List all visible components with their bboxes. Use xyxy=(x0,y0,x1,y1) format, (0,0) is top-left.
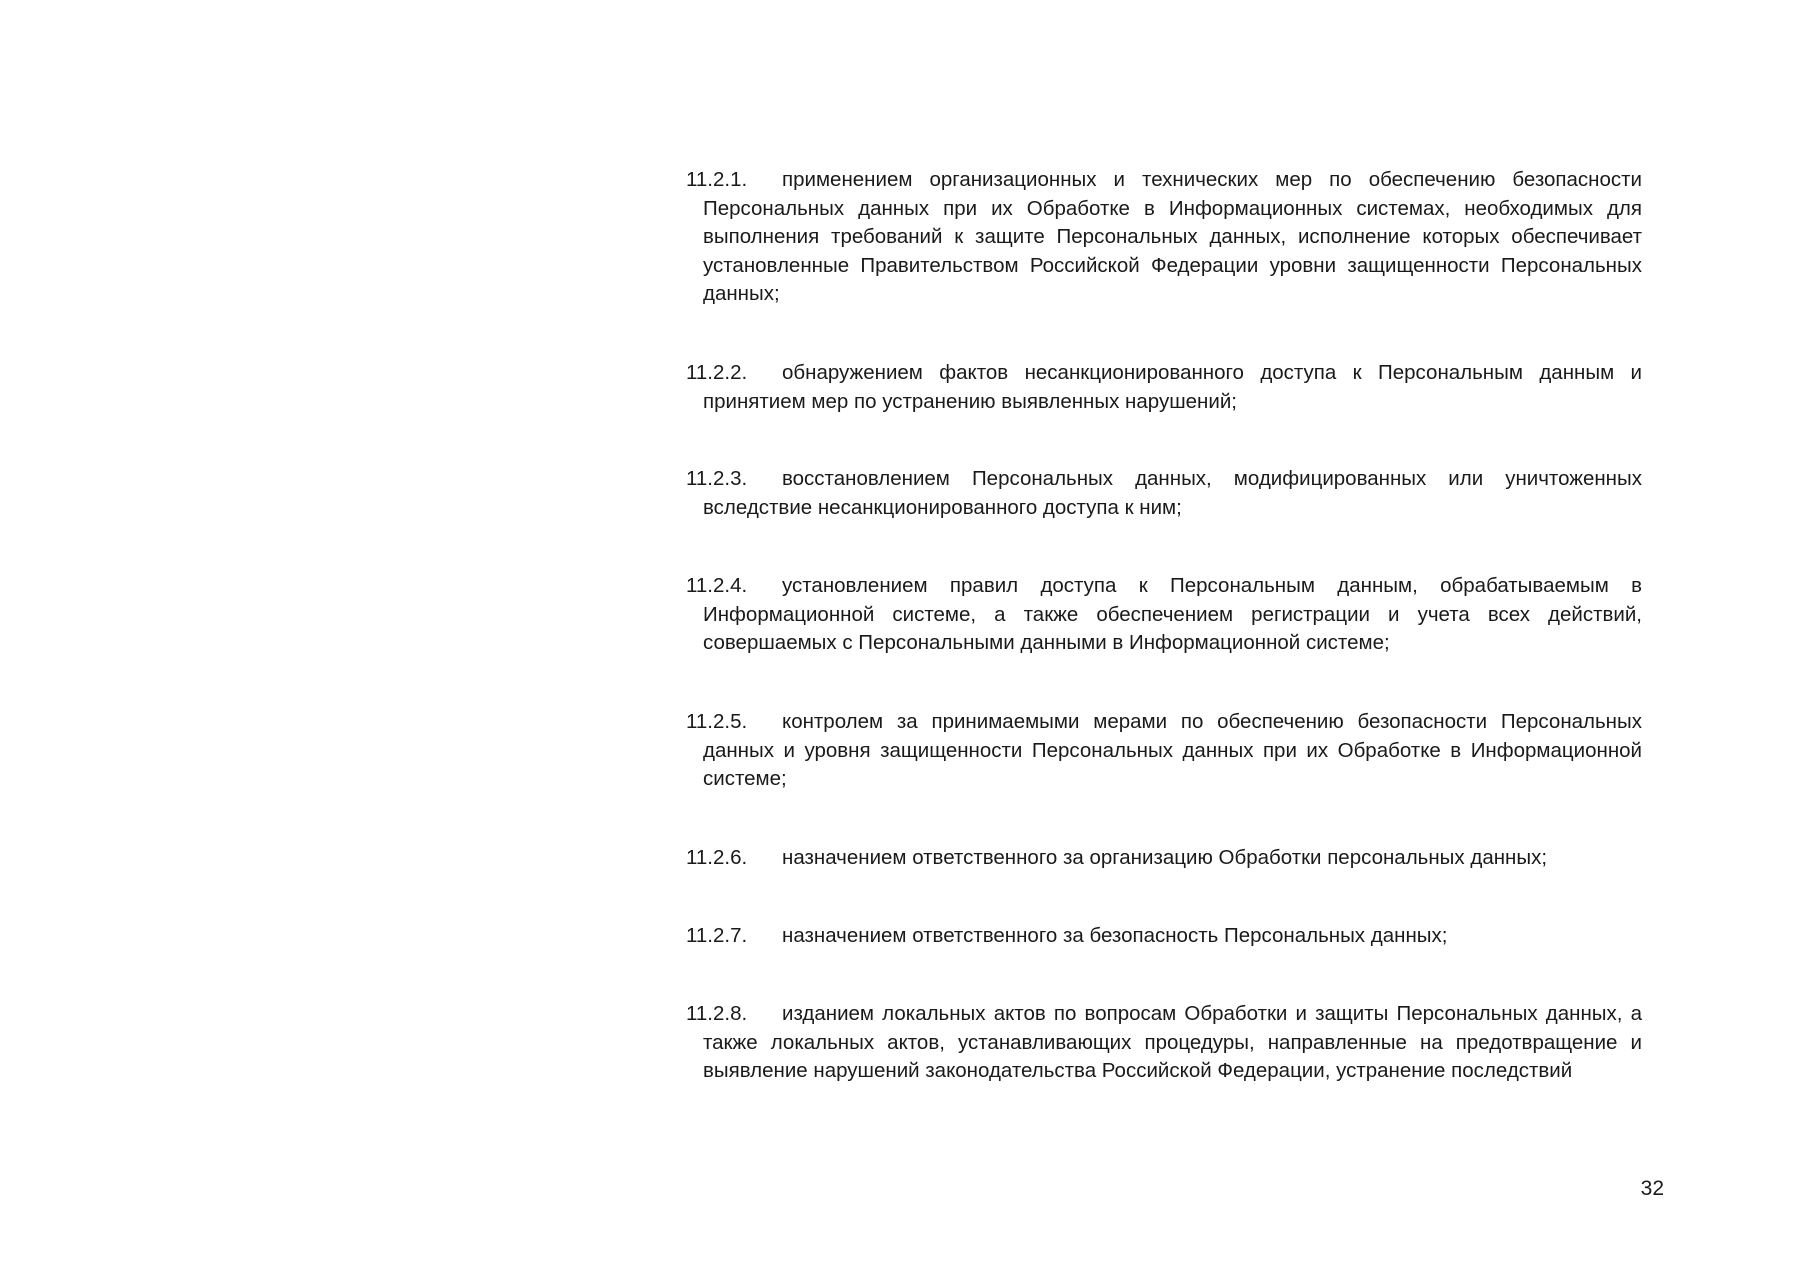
clause-11-2-8 xyxy=(686,1000,1642,1086)
clause-11-2-3 xyxy=(686,465,1642,522)
clause-11-2-1 xyxy=(686,166,1642,309)
clause-number: 11.2.1. xyxy=(686,168,748,191)
clause-11-2-7 xyxy=(686,922,1642,951)
clause-number: 11.2.6. xyxy=(686,846,748,869)
clause-number: 11.2.4. xyxy=(686,574,748,597)
clause-number: 11.2.7. xyxy=(686,924,748,947)
clause-text: применением организационных и технических мер по обеспечению безопасности Персональных данных при их Обработке в Информационных системах, необходимых для выполнения требований к защите Персональных данных, исполнение которых обеспечивает установленные Правительством Российской Федерации уровни защищенности Персональных данных; xyxy=(703,168,1642,305)
clause-11-2-4 xyxy=(686,572,1642,658)
clause-text: назначением ответственного за безопасность Персональных данных; xyxy=(782,924,1448,947)
clause-number: 11.2.5. xyxy=(686,710,748,733)
clause-11-2-2 xyxy=(686,359,1642,416)
clause-number: 11.2.3. xyxy=(686,467,748,490)
clause-11-2-6 xyxy=(686,844,1642,873)
clause-text: обнаружением фактов несанкционированного доступа к Персональным данным и принятием мер по устранению выявленных нарушений; xyxy=(703,361,1642,413)
clause-text: контролем за принимаемыми мерами по обеспечению безопасности Персональных данных и уровня защищенности Персональных данных при их Обработке в Информационной системе; xyxy=(703,710,1642,790)
page-number: 32 xyxy=(1640,1177,1664,1200)
clause-text: изданием локальных актов по вопросам Обработки и защиты Персональных данных, а также локальных актов, устанавливающих процедуры, направленные на предотвращение и выявление нарушений законодательства Российской Федерации, устранение последствий xyxy=(703,1002,1642,1082)
clause-number: 11.2.2. xyxy=(686,361,748,384)
clause-text: восстановлением Персональных данных, модифицированных или уничтоженных вследствие несанкционированного доступа к ним; xyxy=(703,467,1642,519)
clause-text: назначением ответственного за организацию Обработки персональных данных; xyxy=(782,846,1548,869)
clause-text: установлением правил доступа к Персональным данным, обрабатываемым в Информационной системе, а также обеспечением регистрации и учета всех действий, совершаемых с Персональными данными в Информационной системе; xyxy=(703,574,1642,654)
clause-11-2-5 xyxy=(686,708,1642,794)
clause-number: 11.2.8. xyxy=(686,1002,748,1025)
